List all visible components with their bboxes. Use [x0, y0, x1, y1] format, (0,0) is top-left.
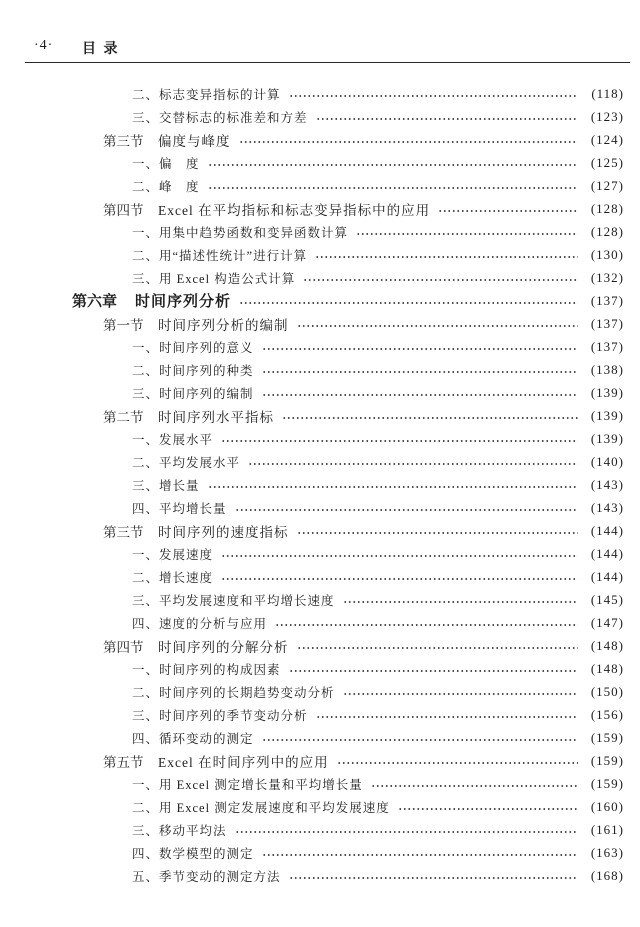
dot-leader [239, 139, 579, 145]
toc-entry-title: 时间序列的分解分析 [158, 639, 289, 655]
subsection-entry [132, 266, 624, 289]
subsection-entry [132, 381, 624, 404]
dot-leader [303, 277, 578, 283]
toc-entry-page: (143) [590, 499, 624, 515]
toc-entry-title: 二、峰 度 [132, 179, 200, 194]
toc-entry-page: (159) [590, 752, 624, 768]
subsection-entry [132, 726, 624, 749]
dot-leader [239, 300, 578, 306]
toc-entry-page: (156) [590, 706, 624, 722]
toc-entry-title: 四、平均增长量 [132, 501, 227, 516]
section-entry [103, 404, 624, 427]
subsection-entry [132, 818, 624, 841]
section-entry [103, 749, 624, 772]
chapter-entry [72, 289, 624, 312]
toc-entry-title: 二、用 Excel 测定发展速度和平均发展速度 [132, 800, 390, 815]
toc-entry-title: 二、用“描述性统计”进行计算 [132, 248, 308, 263]
toc-entry-page: (128) [590, 200, 624, 216]
toc-entry-page: (118) [591, 85, 624, 101]
dot-leader [289, 875, 578, 881]
subsection-entry [132, 795, 624, 818]
dot-leader [337, 760, 578, 766]
dot-leader [221, 553, 578, 559]
dot-leader [262, 737, 578, 743]
toc-entry-page: (161) [590, 821, 624, 837]
dot-leader [297, 323, 579, 329]
toc-entry-title: 一、用 Excel 测定增长量和平均增长量 [132, 777, 363, 792]
toc-entry-label: 第一节 [103, 317, 144, 333]
dot-leader [282, 415, 578, 421]
dot-leader [289, 93, 578, 99]
toc-entry-title: 五、季节变动的测定方法 [132, 869, 281, 884]
toc-entry-page: (147) [590, 614, 624, 630]
toc-entry-page: (137) [590, 292, 624, 308]
section-entry [103, 312, 624, 335]
subsection-entry [132, 473, 624, 496]
subsection-entry [132, 450, 624, 473]
toc-entry-page: (160) [590, 798, 624, 814]
toc-entry-page: (124) [590, 131, 624, 147]
toc-entry-title: 二、标志变异指标的计算 [132, 87, 281, 102]
header-divider [25, 62, 630, 63]
toc-entry-title: 二、时间序列的种类 [132, 363, 254, 378]
toc-entry-page: (125) [590, 154, 624, 170]
subsection-entry [132, 220, 624, 243]
toc-entry-page: (168) [590, 867, 624, 883]
section-entry [103, 634, 624, 657]
subsection-entry [132, 496, 624, 519]
toc-entry-page: (144) [590, 545, 624, 561]
toc-entry-title: 三、时间序列的季节变动分析 [132, 708, 308, 723]
subsection-entry [132, 174, 624, 197]
toc-entry-title: 三、移动平均法 [132, 823, 227, 838]
subsection-entry [132, 841, 624, 864]
toc-entry-label: 第三节 [103, 524, 144, 540]
toc-entry-page: (128) [590, 223, 624, 239]
toc-entry-title: 四、数学模型的测定 [132, 846, 254, 861]
dot-leader [262, 852, 578, 858]
subsection-entry [132, 243, 624, 266]
subsection-entry [132, 588, 624, 611]
dot-leader [371, 783, 578, 789]
subsection-entry [132, 427, 624, 450]
dot-leader [262, 346, 578, 352]
toc-entry-title: 三、增长量 [132, 478, 200, 493]
toc-entry-page: (159) [590, 729, 624, 745]
subsection-entry [132, 680, 624, 703]
dot-leader [297, 530, 579, 536]
toc-entry-page: (140) [590, 453, 624, 469]
toc-entry-title: 二、时间序列的长期趋势变动分析 [132, 685, 335, 700]
section-entry [103, 128, 624, 151]
toc-entry-title: 三、交替标志的标准差和方差 [132, 110, 308, 125]
toc-entry-title: 偏度与峰度 [158, 133, 231, 149]
toc-entry-page: (148) [590, 660, 624, 676]
section-entry [103, 197, 624, 220]
dot-leader [438, 208, 578, 214]
toc-entry-page: (139) [590, 384, 624, 400]
dot-leader [248, 461, 578, 467]
toc-entry-title: 时间序列水平指标 [158, 409, 274, 425]
dot-leader [316, 116, 578, 122]
dot-leader [289, 668, 578, 674]
subsection-entry [132, 565, 624, 588]
dot-leader [235, 507, 578, 513]
subsection-entry [132, 772, 624, 795]
toc-entry-title: 一、发展水平 [132, 432, 214, 447]
toc-entry-page: (144) [590, 568, 624, 584]
toc-entry-page: (137) [590, 315, 624, 331]
dot-leader [221, 438, 578, 444]
toc-entry-page: (159) [590, 775, 624, 791]
subsection-entry [132, 105, 624, 128]
toc-entry-page: (137) [590, 338, 624, 354]
page-number-marker: ·4· [34, 38, 54, 53]
toc-entry-label: 第四节 [103, 639, 144, 655]
toc-entry-title: 三、平均发展速度和平均增长速度 [132, 593, 335, 608]
subsection-entry [132, 82, 624, 105]
toc-entry-page: (139) [590, 430, 624, 446]
dot-leader [235, 829, 578, 835]
dot-leader [343, 691, 578, 697]
toc-entry-label: 第四节 [103, 202, 144, 218]
toc-entry-title: 时间序列的速度指标 [158, 524, 289, 540]
toc-entry-title: 二、平均发展水平 [132, 455, 241, 470]
toc-entry-page: (139) [590, 407, 624, 423]
toc-entry-page: (138) [590, 361, 624, 377]
toc-entry-page: (145) [590, 591, 624, 607]
section-entry [103, 519, 624, 542]
dot-leader [221, 576, 578, 582]
toc-entry-page: (130) [590, 246, 624, 262]
dot-leader [315, 254, 578, 260]
toc-entry-page: (132) [590, 269, 624, 285]
subsection-entry [132, 864, 624, 887]
toc-entry-title: Excel 在时间序列中的应用 [158, 754, 329, 770]
toc-entry-title: 一、发展速度 [132, 547, 214, 562]
dot-leader [262, 392, 578, 398]
toc-entry-page: (150) [590, 683, 624, 699]
toc-entry-page: (148) [590, 637, 624, 653]
dot-leader [208, 185, 578, 191]
subsection-entry [132, 358, 624, 381]
toc-entry-label: 第三节 [103, 133, 144, 149]
toc-entry-label: 第五节 [103, 754, 144, 770]
dot-leader [398, 806, 578, 812]
toc-entry-page: (144) [590, 522, 624, 538]
subsection-entry [132, 703, 624, 726]
toc-entry-title: Excel 在平均指标和标志变异指标中的应用 [158, 202, 431, 218]
toc-entry-title: 一、时间序列的构成因素 [132, 662, 281, 677]
dot-leader [297, 645, 579, 651]
subsection-entry [132, 611, 624, 634]
toc-entry-title: 四、循环变动的测定 [132, 731, 254, 746]
toc-entry-page: (163) [590, 844, 624, 860]
toc-entry-page: (143) [590, 476, 624, 492]
toc-entry-title: 一、用集中趋势函数和变异函数计算 [132, 225, 349, 240]
subsection-entry [132, 657, 624, 680]
toc-entry-title: 三、用 Excel 构造公式计算 [132, 271, 296, 286]
table-of-contents [0, 82, 640, 892]
toc-entry-title: 四、速度的分析与应用 [132, 616, 268, 631]
toc-entry-title: 二、增长速度 [132, 570, 214, 585]
dot-leader [208, 484, 578, 490]
toc-entry-title: 一、时间序列的意义 [132, 340, 254, 355]
dot-leader [343, 599, 578, 605]
dot-leader [316, 714, 578, 720]
toc-entry-label: 第六章 [72, 294, 118, 310]
subsection-entry [132, 151, 624, 174]
toc-entry-title: 时间序列分析的编制 [158, 317, 289, 333]
dot-leader [208, 162, 578, 168]
toc-entry-page: (123) [590, 108, 624, 124]
toc-entry-title: 时间序列分析 [135, 294, 232, 310]
toc-entry-title: 三、时间序列的编制 [132, 386, 254, 401]
dot-leader [262, 369, 578, 375]
page-title: 目 录 [82, 42, 120, 57]
toc-entry-label: 第二节 [103, 409, 144, 425]
toc-entry-page: (127) [590, 177, 624, 193]
toc-entry-title: 一、偏 度 [132, 156, 200, 171]
subsection-entry [132, 335, 624, 358]
dot-leader [275, 622, 578, 628]
subsection-entry [132, 542, 624, 565]
dot-leader [356, 231, 578, 237]
